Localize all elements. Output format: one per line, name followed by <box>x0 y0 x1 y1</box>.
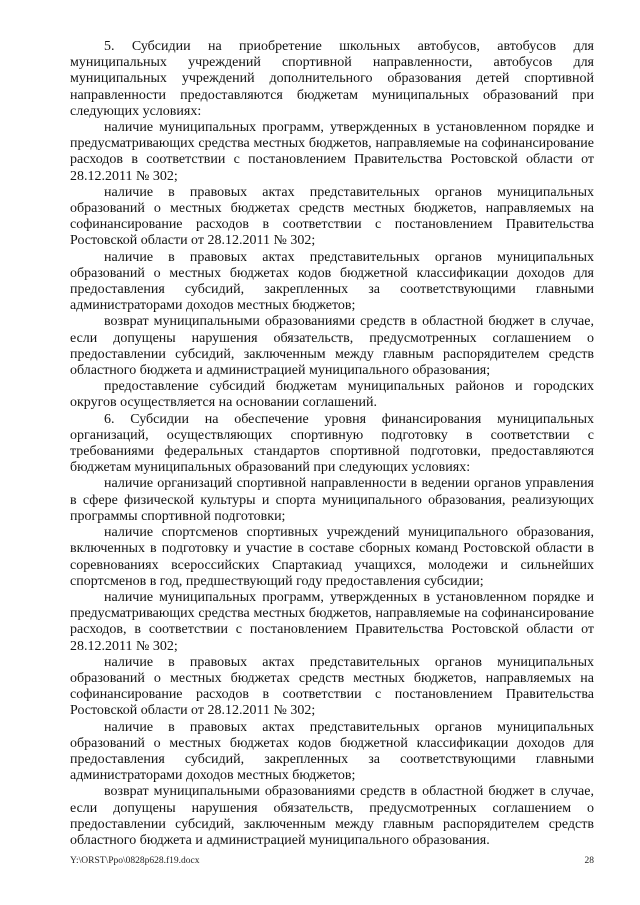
paragraph: возврат муниципальными образованиями средств в областной бюджет в случае, если допущены нарушения обязательств, предусмотренных соглашением о предоставлении субсидий, заключенным между главным распорядителем средств областного бюджета и администрацией муниципального образования; <box>70 314 594 379</box>
paragraph: наличие муниципальных программ, утвержденных в установленном порядке и предусматривающих средства местных бюджетов, направляемые на софинансирование расходов, в соответствии с постановлением Правительства Ростовской области от 28.12.2011 № 302; <box>70 589 594 654</box>
document-body <box>70 39 594 849</box>
footer-file-path: Y:\ORST\Ppo\0828p628.f19.docx <box>70 856 200 866</box>
paragraph: наличие в правовых актах представительных органов муниципальных образований о местных бюджетах средств местных бюджетов, направляемых на софинансирование расходов в соответствии с постановлением Правительства Ростовской области от 28.12.2011 № 302; <box>70 184 594 249</box>
paragraph: предоставление субсидий бюджетам муниципальных районов и городских округов осуществляется на основании соглашений. <box>70 379 594 411</box>
paragraph: наличие муниципальных программ, утвержденных в установленном порядке и предусматривающих средства местных бюджетов, направляемые на софинансирование расходов в соответствии с постановлением Правительства Ростовской области от 28.12.2011 № 302; <box>70 120 594 184</box>
paragraph: наличие организаций спортивной направленности в ведении органов управления в сфере физической культуры и спорта муниципального образования, реализующих программы спортивной подготовки; <box>70 476 594 524</box>
paragraph-6-heading: 6. Субсидии на обеспечение уровня финансирования муниципальных организаций, осуществляющих спортивную подготовку в соответствии с требованиями федеральных стандартов спортивной подготовки, предоставляются бюджетам муниципальных образований при следующих условиях: <box>70 411 594 476</box>
paragraph-5-heading: 5. Субсидии на приобретение школьных автобусов, автобусов для муниципальных учреждений спортивной направленности, автобусов для муниципальных учреждений дополнительного образования детей спортивной направленности предоставляются бюджетам муниципальных образований при следующих условиях: <box>70 39 594 119</box>
page-number: 28 <box>584 856 594 866</box>
paragraph: наличие в правовых актах представительных органов муниципальных образований о местных бюджетах средств местных бюджетов, направляемых на софинансирование расходов в соответствии с постановлением Правительства Ростовской области от 28.12.2011 № 302; <box>70 654 594 719</box>
paragraph: наличие в правовых актах представительных органов муниципальных образований о местных бюджетах кодов бюджетной классификации доходов для предоставления субсидий, закрепленных за соответствующими главными администраторами доходов местных бюджетов; <box>70 249 594 314</box>
paragraph: наличие спортсменов спортивных учреждений муниципального образования, включенных в подготовку и участие в составе сборных команд Ростовской области в соревнованиях всероссийских Спартакиад учащихся, молодежи и сильнейших спортсменов в год, предшествующий году предоставления субсидии; <box>70 525 594 589</box>
paragraph: возврат муниципальными образованиями средств в областной бюджет в случае, если допущены нарушения обязательств, предусмотренных соглашением о предоставлении субсидий, заключенным между главным распорядителем средств областного бюджета и администрацией муниципального образования. <box>70 784 594 848</box>
paragraph: наличие в правовых актах представительных органов муниципальных образований о местных бюджетах кодов бюджетной классификации доходов для предоставления субсидий, закрепленных за соответствующими главными администраторами доходов местных бюджетов; <box>70 719 594 784</box>
